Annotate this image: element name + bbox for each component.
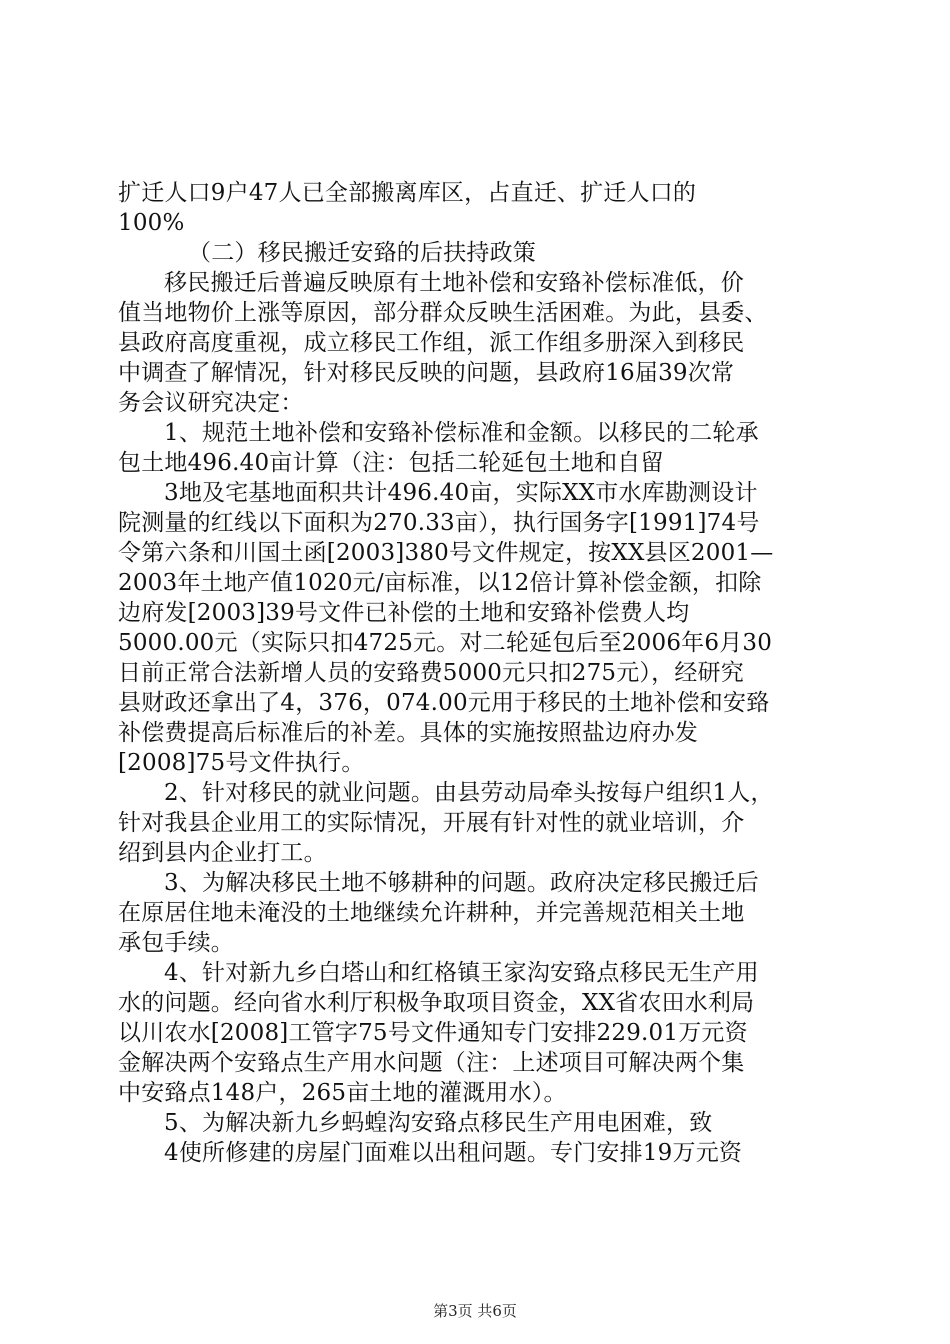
paragraph-line: 绍到县内企业打工。: [118, 840, 327, 866]
paragraph-line: 水的问题。经向省水利厅积极争取项目资金，XX省农田水利局: [118, 990, 755, 1016]
section-heading: （二）移民搬迁安臵的后扶持政策: [188, 240, 536, 266]
paragraph-line: 金解决两个安臵点生产用水问题（注：上述项目可解决两个集: [118, 1050, 745, 1076]
paragraph-line: 5、为解决新九乡蚂蝗沟安臵点移民生产用电困难，致: [164, 1110, 713, 1136]
page-number-footer: 第3页 共6页: [433, 1302, 517, 1320]
paragraph-line: 2、针对移民的就业问题。由县劳动局牵头按每户组织1人，: [164, 780, 774, 806]
paragraph-line: 5000.00元（实际只扣4725元。对二轮延包后至2006年6月30: [118, 630, 773, 656]
paragraph-line: 1、规范土地补偿和安臵补偿标准和金额。以移民的二轮承: [164, 420, 759, 446]
paragraph-line: 扩迁人口9户47人已全部搬离库区，占直迁、扩迁人口的: [118, 180, 697, 206]
paragraph-line: 100%: [118, 210, 185, 236]
paragraph-line: 4、针对新九乡白塔山和红格镇王家沟安臵点移民无生产用: [164, 960, 759, 986]
paragraph-line: 4使所修建的房屋门面难以出租问题。专门安排19万元资: [164, 1140, 743, 1166]
paragraph-line: 务会议研究决定：: [118, 390, 304, 416]
paragraph-line: 承包手续。: [118, 930, 234, 956]
paragraph-line: 包土地496.40亩计算（注：包括二轮延包土地和自留: [118, 450, 664, 476]
paragraph-line: 针对我县企业用工的实际情况，开展有针对性的就业培训，介: [118, 810, 745, 836]
paragraph-line: 令第六条和川国土函[2003]380号文件规定，按XX县区2001—: [118, 540, 774, 566]
paragraph-line: 以川农水[2008]工管字75号文件通知专门安排229.01万元资: [118, 1020, 748, 1046]
paragraph-line: 院测量的红线以下面积为270.33亩），执行国务字[1991]74号: [118, 510, 760, 536]
paragraph-line: 3、为解决移民土地不够耕种的问题。政府决定移民搬迁后: [164, 870, 759, 896]
paragraph-line: 县政府高度重视，成立移民工作组，派工作组多册深入到移民: [118, 330, 745, 356]
paragraph-line: 中调查了解情况，针对移民反映的问题，县政府16届39次常: [118, 360, 735, 386]
paragraph-line: 日前正常合法新增人员的安臵费5000元只扣275元），经研究: [118, 660, 744, 686]
paragraph-line: 补偿费提高后标准后的补差。具体的实施按照盐边府办发: [118, 720, 698, 746]
paragraph-line: 移民搬迁后普遍反映原有土地补偿和安臵补偿标准低，价: [164, 270, 744, 296]
paragraph-line: 县财政还拿出了4，376，074.00元用于移民的土地补偿和安臵: [118, 690, 770, 716]
paragraph-line: 3地及宅基地面积共计496.40亩，实际XX市水库勘测设计: [164, 480, 758, 506]
paragraph-line: 边府发[2003]39号文件已补偿的土地和安臵补偿费人均: [118, 600, 690, 626]
paragraph-line: 在原居住地未淹没的土地继续允许耕种，并完善规范相关土地: [118, 900, 745, 926]
paragraph-line: 2003年土地产值1020元/亩标准，以12倍计算补偿金额，扣除: [118, 570, 762, 596]
paragraph-line: 值当地物价上涨等原因，部分群众反映生活困难。为此，县委、: [118, 300, 768, 326]
paragraph-line: [2008]75号文件执行。: [118, 750, 365, 776]
paragraph-line: 中安臵点148户，265亩土地的灌溉用水）。: [118, 1080, 567, 1106]
